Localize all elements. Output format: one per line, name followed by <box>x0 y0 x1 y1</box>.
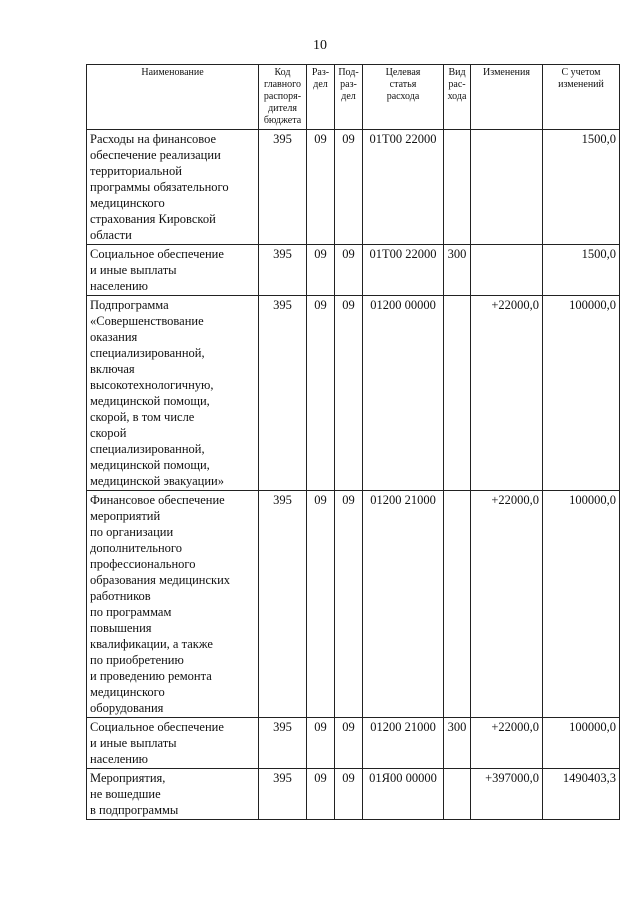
cell-name: Социальное обеспечение и иные выплаты населению <box>87 245 259 296</box>
cell-subsection: 09 <box>335 130 363 245</box>
cell-change: +22000,0 <box>471 491 543 718</box>
header-change: Изменения <box>471 65 543 130</box>
table-row <box>87 130 620 245</box>
cell-section: 09 <box>307 296 335 491</box>
cell-subsection: 09 <box>335 491 363 718</box>
cell-target: 01200 21000 <box>363 718 444 769</box>
table-row <box>87 491 620 718</box>
cell-target: 01Т00 22000 <box>363 130 444 245</box>
cell-type: 300 <box>444 718 471 769</box>
cell-section: 09 <box>307 245 335 296</box>
table-row <box>87 718 620 769</box>
header-row <box>87 65 620 130</box>
cell-subsection: 09 <box>335 718 363 769</box>
cell-code: 395 <box>259 491 307 718</box>
header-name: Наименование <box>87 65 259 130</box>
table-row <box>87 769 620 820</box>
cell-section: 09 <box>307 769 335 820</box>
cell-section: 09 <box>307 130 335 245</box>
cell-target: 01Т00 22000 <box>363 245 444 296</box>
cell-change <box>471 245 543 296</box>
cell-type: 300 <box>444 245 471 296</box>
cell-change: +22000,0 <box>471 718 543 769</box>
header-section: Раз- дел <box>307 65 335 130</box>
cell-subsection: 09 <box>335 296 363 491</box>
cell-type <box>444 491 471 718</box>
cell-name: Расходы на финансовое обеспечение реализации территориальной программы обязательного медицинского страхования Кировской области <box>87 130 259 245</box>
cell-code: 395 <box>259 245 307 296</box>
cell-target: 01200 21000 <box>363 491 444 718</box>
budget-table <box>86 64 620 820</box>
cell-name: Подпрограмма «Совершенствование оказания специализированной, включая высокотехнологичную, медицинской помощи, скорой, в том числе скорой специализированной, медицинской помощи, медицинской эвакуации» <box>87 296 259 491</box>
header-type: Вид рас- хода <box>444 65 471 130</box>
page-number: 10 <box>313 38 327 53</box>
cell-subsection: 09 <box>335 245 363 296</box>
cell-change <box>471 130 543 245</box>
cell-code: 395 <box>259 296 307 491</box>
table-row <box>87 245 620 296</box>
cell-target: 01200 00000 <box>363 296 444 491</box>
cell-type <box>444 130 471 245</box>
header-target: Целевая статья расхода <box>363 65 444 130</box>
cell-code: 395 <box>259 769 307 820</box>
cell-change: +397000,0 <box>471 769 543 820</box>
cell-total: 1500,0 <box>543 130 620 245</box>
cell-code: 395 <box>259 130 307 245</box>
cell-total: 1490403,3 <box>543 769 620 820</box>
cell-total: 100000,0 <box>543 718 620 769</box>
cell-section: 09 <box>307 718 335 769</box>
cell-target: 01Я00 00000 <box>363 769 444 820</box>
header-subsection: Под- раз- дел <box>335 65 363 130</box>
header-code: Код главного распоря- дителя бюджета <box>259 65 307 130</box>
cell-type <box>444 296 471 491</box>
cell-name: Социальное обеспечение и иные выплаты населению <box>87 718 259 769</box>
table-row <box>87 296 620 491</box>
cell-code: 395 <box>259 718 307 769</box>
cell-total: 100000,0 <box>543 491 620 718</box>
cell-total: 1500,0 <box>543 245 620 296</box>
cell-section: 09 <box>307 491 335 718</box>
cell-total: 100000,0 <box>543 296 620 491</box>
cell-name: Финансовое обеспечение мероприятий по организации дополнительного профессионального образования медицинских работников по программам повышения квалификации, а также по приобретению и проведению ремонта медицинского оборудования <box>87 491 259 718</box>
cell-type <box>444 769 471 820</box>
cell-change: +22000,0 <box>471 296 543 491</box>
header-total: С учетом изменений <box>543 65 620 130</box>
cell-subsection: 09 <box>335 769 363 820</box>
cell-name: Мероприятия, не вошедшие в подпрограммы <box>87 769 259 820</box>
